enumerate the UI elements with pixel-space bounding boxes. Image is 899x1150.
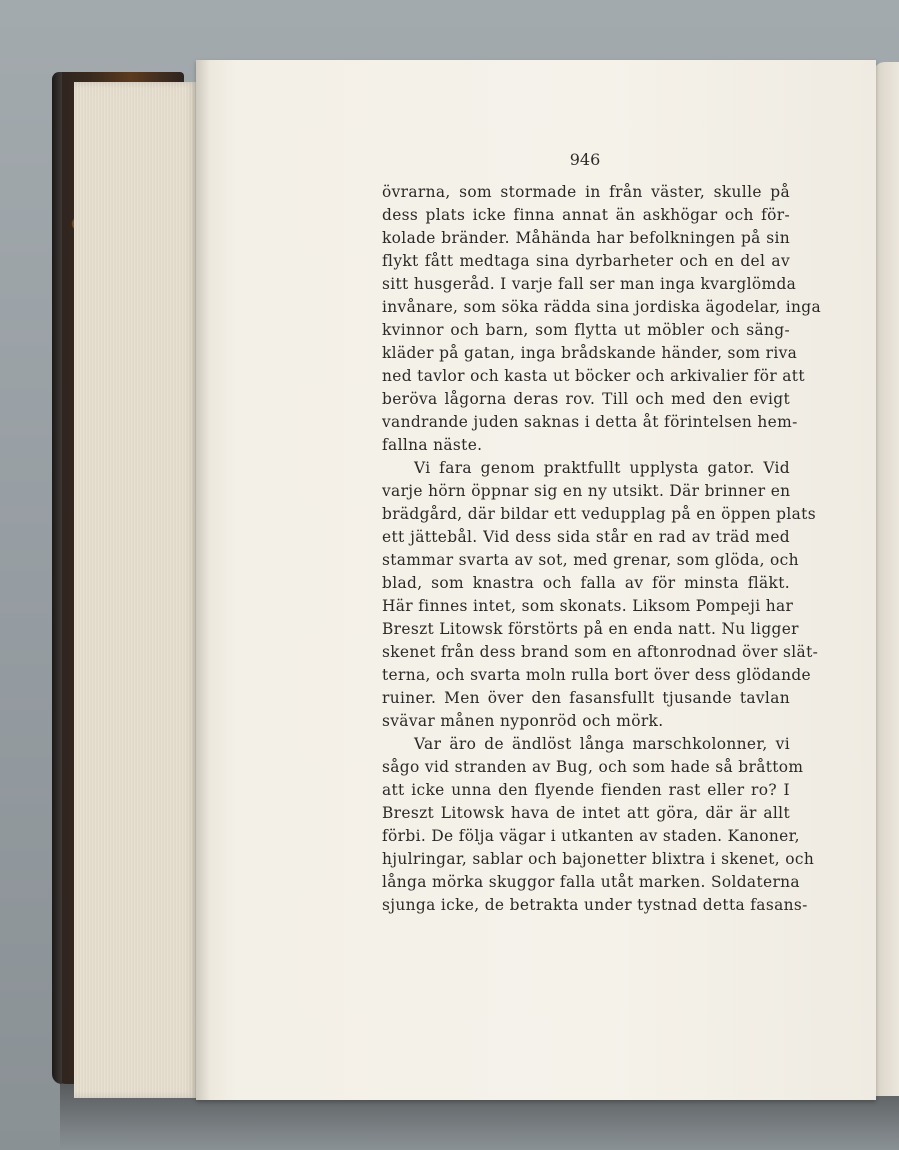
text-line: Breszt Litowsk hava de intet att göra, där är allt — [382, 804, 790, 822]
text-line: kolade bränder. Måhända har befolkningen på sin — [382, 229, 790, 247]
text-line: Här finnes intet, som skonats. Liksom Pompeji har — [382, 597, 794, 615]
text-line: sågo vid stranden av Bug, och som hade så bråttom — [382, 758, 804, 776]
text-line: stammar svarta av sot, med grenar, som glöda, och — [382, 551, 799, 569]
text-line: varje hörn öppnar sig en ny utsikt. Där brinner en — [382, 482, 791, 500]
body-text — [382, 181, 822, 917]
text-line: sitt husgeråd. I varje fall ser man inga kvarglömda — [382, 275, 797, 293]
text-line: Breszt Litowsk förstörts på en enda natt. Nu ligger — [382, 620, 799, 638]
text-line: vandrande juden saknas i detta åt förintelsen hem- — [382, 413, 798, 431]
text-line: ned tavlor och kasta ut böcker och arkivalier för att — [382, 367, 805, 385]
text-line: blad, som knastra och falla av för minsta fläkt. — [382, 574, 790, 592]
text-line: att icke unna den flyende fienden rast eller ro? I — [382, 781, 790, 799]
text-line: hjulringar, sablar och bajonetter blixtra i skenet, och — [382, 850, 815, 868]
book-spine-edge — [52, 72, 62, 1084]
text-line: flykt fått medtaga sina dyrbarheter och en del av — [382, 252, 790, 270]
text-line: kläder på gatan, inga brådskande händer, som riva — [382, 344, 798, 362]
facing-page-edge — [873, 62, 899, 1096]
text-line: ett jättebål. Vid dess sida står en rad av träd med — [382, 528, 790, 546]
page-stack — [74, 82, 198, 1098]
text-line: fallna näste. — [382, 436, 483, 454]
text-line: sjunga icke, de betrakta under tystnad detta fasans- — [382, 896, 808, 914]
text-line: övrarna, som stormade in från väster, skulle på — [382, 183, 790, 201]
text-line: svävar månen nyponröd och mörk. — [382, 712, 664, 730]
page-number: 946 — [569, 150, 601, 169]
page-gutter-shadow — [196, 60, 210, 1100]
text-line: dess plats icke finna annat än askhögar och för- — [382, 206, 790, 224]
text-line: kvinnor och barn, som flytta ut möbler och säng- — [382, 321, 790, 339]
text-line: skenet från dess brand som en aftonrodnad över slät- — [382, 643, 819, 661]
text-line: Vi fara genom praktfullt upplysta gator. Vid — [414, 459, 790, 477]
text-line: långa mörka skuggor falla utåt marken. Soldaterna — [382, 873, 800, 891]
text-line: brädgård, där bildar ett vedupplag på en öppen plats — [382, 505, 816, 523]
text-line: förbi. De följa vägar i utkanten av staden. Kanoner, — [382, 827, 800, 845]
text-line: beröva lågorna deras rov. Till och med den evigt — [382, 390, 790, 408]
text-line: invånare, som söka rädda sina jordiska ägodelar, inga — [382, 298, 822, 316]
text-line: Var äro de ändlöst långa marschkolonner, vi — [414, 735, 790, 753]
text-line: terna, och svarta moln rulla bort över dess glödande — [382, 666, 812, 684]
text-line: ruiner. Men över den fasansfullt tjusande tavlan — [382, 689, 790, 707]
